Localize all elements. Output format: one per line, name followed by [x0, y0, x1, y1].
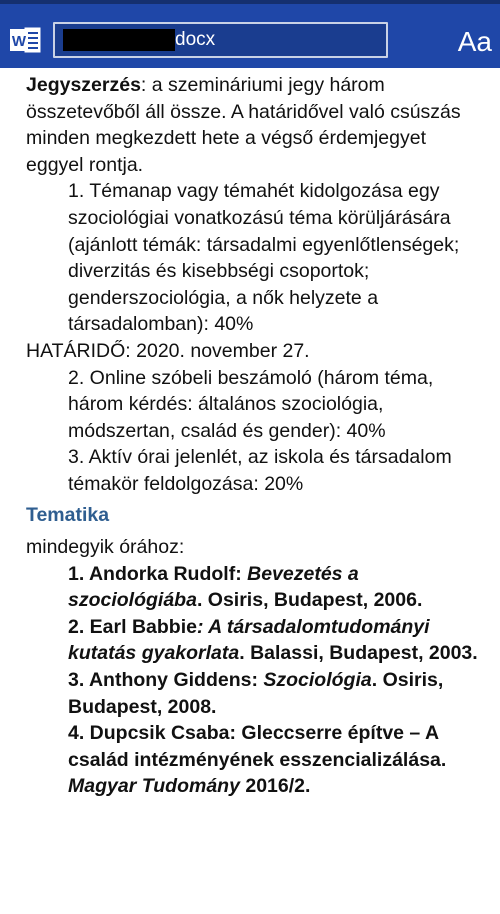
grading-paragraph — [0, 72, 500, 178]
grading-label: Jegyszerzés — [26, 74, 141, 96]
list-item-1: 1. Témanap vagy témahét kidolgozása egy szociológiai vonatkozású téma körüljárására (ajánlott témák: társadalmi egyenlőtlenségek; diverzitás és kisebbségi csoportok; genderszociológia, a nők helyzete a társadalomban): 40% — [68, 180, 460, 336]
grading-text: : a szemináriumi jegy három összetevőből áll össze. A határidővel való csúszás minden megkezdett hete a végső érdemjegyet eggyel rontja. — [26, 74, 461, 176]
reference-list — [0, 561, 500, 800]
font-size-button[interactable]: Aa — [457, 26, 492, 57]
list-item-3: 3. Aktív órai jelenlét, az iskola és társadalom témakör feldolgozása: 20% — [68, 446, 452, 495]
filename-field[interactable] — [53, 22, 388, 58]
section-heading: Tematika — [26, 503, 110, 526]
reference-item: 4. Dupcsik Csaba: Gleccserre építve – A család intézményének esszencializálása. Magyar Tudomány 2016/2. — [68, 722, 447, 798]
svg-text:W: W — [11, 33, 27, 50]
reference-item: 1. Andorka Rudolf: Bevezetés a szociológiába. Osiris, Budapest, 2006. — [68, 562, 423, 612]
app-toolbar — [0, 0, 500, 68]
document-body — [0, 68, 500, 800]
list-item-2: 2. Online szóbeli beszámoló (három téma, három kérdés: általános szociológia, módszertan, család és gender): 40% — [68, 366, 434, 442]
word-app-icon[interactable] — [10, 26, 42, 54]
reference-item: 2. Earl Babbie: A társadalomtudományi kutatás gyakorlata. Balassi, Budapest, 2003. — [68, 615, 478, 665]
deadline-text: HATÁRIDŐ: 2020. november 27. — [26, 339, 310, 362]
reference-item: 3. Anthony Giddens: Szociológia. Osiris, Budapest, 2008. — [68, 669, 444, 718]
filename-extension: docx — [175, 29, 216, 50]
redacted-filename — [63, 29, 175, 51]
intro-text: mindegyik órához: — [26, 536, 185, 559]
